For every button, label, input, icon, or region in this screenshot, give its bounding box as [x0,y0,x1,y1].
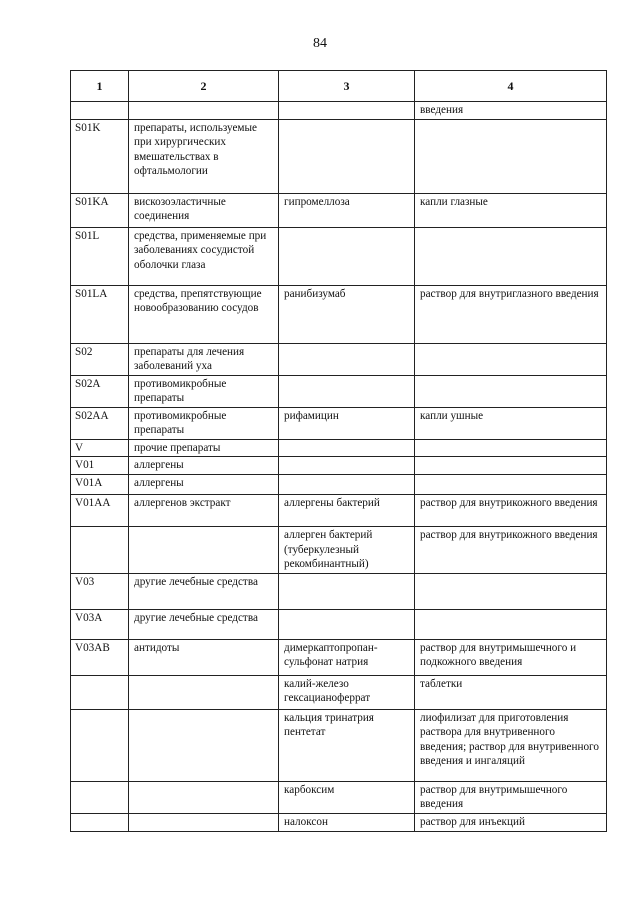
drug-name-cell [279,119,415,193]
group-name-cell [129,102,279,120]
group-name-cell [129,781,279,813]
drug-name-cell [279,475,415,495]
drug-name-cell [279,609,415,639]
table-row [71,675,607,709]
table-row [71,439,607,457]
atc-code-cell: S01L [71,227,129,285]
group-name-cell [129,527,279,574]
dosage-form-cell: капли ушные [415,407,607,439]
atc-code-cell: V01 [71,457,129,475]
atc-code-cell: S02 [71,343,129,375]
group-name-cell: препараты для лечения заболеваний уха [129,343,279,375]
group-name-cell: другие лечебные средства [129,573,279,609]
drug-name-cell: гипромеллоза [279,193,415,227]
atc-code-cell [71,675,129,709]
atc-code-cell [71,527,129,574]
table-row [71,781,607,813]
group-name-cell: средства, применяемые при заболеваниях сосудистой оболочки глаза [129,227,279,285]
group-name-cell [129,813,279,831]
dosage-form-cell [415,609,607,639]
dosage-form-cell: введения [415,102,607,120]
table-row [71,609,607,639]
atc-code-cell [71,709,129,781]
atc-code-cell [71,781,129,813]
column-header-drug: 3 [279,71,415,102]
group-name-cell: прочие препараты [129,439,279,457]
table-row [71,709,607,781]
dosage-form-cell [415,227,607,285]
drug-name-cell: калий-железо гексацианоферрат [279,675,415,709]
page-number: 84 [313,36,327,51]
table-row [71,407,607,439]
table-row [71,227,607,285]
atc-code-cell: V03A [71,609,129,639]
group-name-cell: противомикробные препараты [129,407,279,439]
dosage-form-cell [415,375,607,407]
column-header-code: 1 [71,71,129,102]
dosage-form-cell: раствор для инъекций [415,813,607,831]
table-row [71,639,607,675]
dosage-form-cell: таблетки [415,675,607,709]
atc-code-cell: S01LA [71,285,129,343]
drug-name-cell: аллергены бактерий [279,495,415,527]
group-name-cell [129,709,279,781]
group-name-cell: противомикробные препараты [129,375,279,407]
dosage-form-cell: раствор для внутримышечного и подкожного введения [415,639,607,675]
dosage-form-cell: раствор для внутриглазного введения [415,285,607,343]
column-header-form: 4 [415,71,607,102]
drug-name-cell [279,457,415,475]
drug-name-cell [279,375,415,407]
table-header-row [71,71,607,102]
table-row [71,457,607,475]
drug-name-cell: аллерген бактерий (туберкулезный рекомбинантный) [279,527,415,574]
table-row [71,102,607,120]
atc-code-cell [71,102,129,120]
group-name-cell: аллергены [129,457,279,475]
table-row [71,495,607,527]
group-name-cell [129,675,279,709]
dosage-form-cell: раствор для внутрикожного введения [415,495,607,527]
drug-name-cell [279,573,415,609]
drug-name-cell: димеркаптопропан-сульфонат натрия [279,639,415,675]
column-header-group: 2 [129,71,279,102]
drug-name-cell: налоксон [279,813,415,831]
table-row [71,573,607,609]
dosage-form-cell: раствор для внутрикожного введения [415,527,607,574]
dosage-form-cell [415,343,607,375]
dosage-form-cell: раствор для внутримышечного введения [415,781,607,813]
dosage-form-cell [415,457,607,475]
atc-drug-table [70,70,607,832]
dosage-form-cell [415,119,607,193]
table-row [71,343,607,375]
table-row [71,193,607,227]
group-name-cell: аллергены [129,475,279,495]
dosage-form-cell [415,475,607,495]
drug-name-cell [279,102,415,120]
drug-name-cell: рифамицин [279,407,415,439]
dosage-form-cell [415,573,607,609]
table-body [71,102,607,832]
drug-name-cell: ранибизумаб [279,285,415,343]
dosage-form-cell: лиофилизат для приготовления раствора для внутривенного введения; раствор для внутривенного введения и ингаляций [415,709,607,781]
drug-name-cell [279,439,415,457]
drug-name-cell [279,227,415,285]
atc-code-cell: V01AA [71,495,129,527]
group-name-cell: вискозоэластичные соединения [129,193,279,227]
atc-code-cell: V01A [71,475,129,495]
dosage-form-cell: капли глазные [415,193,607,227]
atc-code-cell: S01K [71,119,129,193]
dosage-form-cell [415,439,607,457]
group-name-cell: средства, препятствующие новообразованию сосудов [129,285,279,343]
table-row [71,119,607,193]
group-name-cell: другие лечебные средства [129,609,279,639]
drug-name-cell [279,343,415,375]
group-name-cell: антидоты [129,639,279,675]
group-name-cell: аллергенов экстракт [129,495,279,527]
atc-code-cell: V [71,439,129,457]
group-name-cell: препараты, используемые при хирургических вмешательствах в офтальмологии [129,119,279,193]
atc-code-cell: V03AB [71,639,129,675]
table-row [71,375,607,407]
atc-code-cell: S01KA [71,193,129,227]
drug-name-cell: карбоксим [279,781,415,813]
table-row [71,527,607,574]
drug-name-cell: кальция тринатрия пентетат [279,709,415,781]
atc-code-cell [71,813,129,831]
table-row [71,475,607,495]
atc-code-cell: S02AA [71,407,129,439]
atc-code-cell: S02A [71,375,129,407]
table-row [71,813,607,831]
table-row [71,285,607,343]
atc-code-cell: V03 [71,573,129,609]
